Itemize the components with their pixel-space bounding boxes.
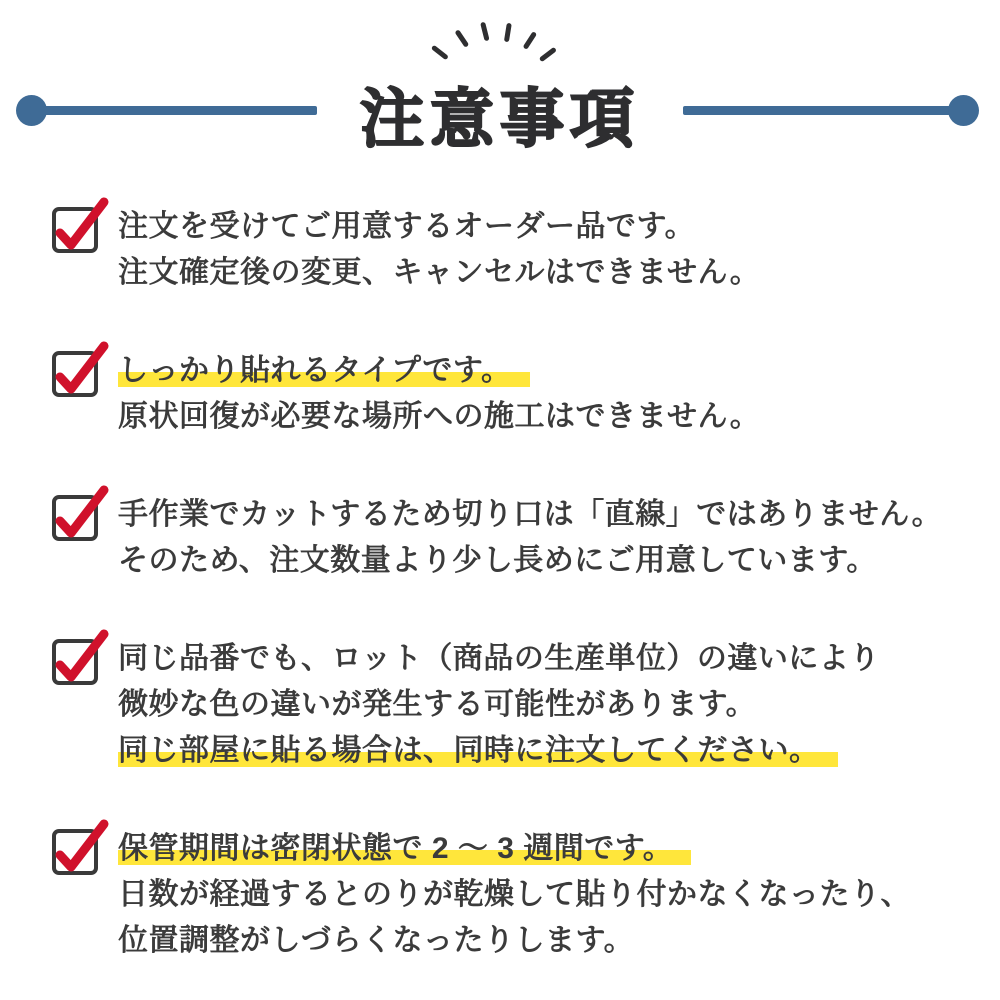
notice-line: 位置調整がしづらくなったりします。 [118, 924, 635, 957]
highlighted-text: 同じ部屋に貼る場合は、同時に注文してください。 [118, 734, 838, 767]
notice-item-text [118, 636, 880, 774]
notice-item-text [118, 204, 760, 296]
notice-item-text [118, 492, 942, 584]
notice-item [52, 204, 1000, 296]
notice-list [52, 204, 1000, 964]
highlighted-text: 保管期間は密閉状態で 2 〜 3 週間です。 [118, 832, 691, 865]
notice-item [52, 636, 1000, 774]
checkbox-checked-icon [52, 351, 98, 397]
checkbox-checked-icon [52, 829, 98, 875]
divider-dot-right [948, 95, 979, 126]
notice-line: 注文を受けてご用意するオーダー品です。 [118, 210, 696, 243]
notice-line [118, 826, 911, 872]
notice-item-text [118, 826, 911, 964]
notice-line [118, 728, 880, 774]
notice-line: 日数が経過するとのりが乾燥して貼り付かなくなったり、 [118, 878, 911, 911]
checkbox-checked-icon [52, 639, 98, 685]
notice-header [0, 0, 1000, 172]
checkbox-checked-icon [52, 495, 98, 541]
notice-item-text [118, 348, 760, 440]
notice-line: 原状回復が必要な場所への施工はできません。 [118, 400, 761, 433]
notice-line: そのため、注文数量より少し長めにご用意しています。 [118, 544, 877, 577]
divider-rule-right [683, 106, 964, 115]
notice-item [52, 492, 1000, 584]
burst-rays-icon [431, 16, 563, 70]
checkbox-checked-icon [52, 207, 98, 253]
notice-line [118, 348, 760, 394]
notice-line: 同じ品番でも、ロット（商品の生産単位）の違いにより [118, 642, 880, 675]
notice-item [52, 348, 1000, 440]
notice-item [52, 826, 1000, 964]
notice-line: 注文確定後の変更、キャンセルはできません。 [118, 256, 761, 289]
highlighted-text: しっかり貼れるタイプです。 [118, 354, 530, 387]
notice-line: 手作業でカットするため切り口は「直線」ではありません。 [118, 498, 943, 531]
page-title: 注意事項 [360, 83, 640, 155]
notice-line: 微妙な色の違いが発生する可能性があります。 [118, 688, 757, 721]
